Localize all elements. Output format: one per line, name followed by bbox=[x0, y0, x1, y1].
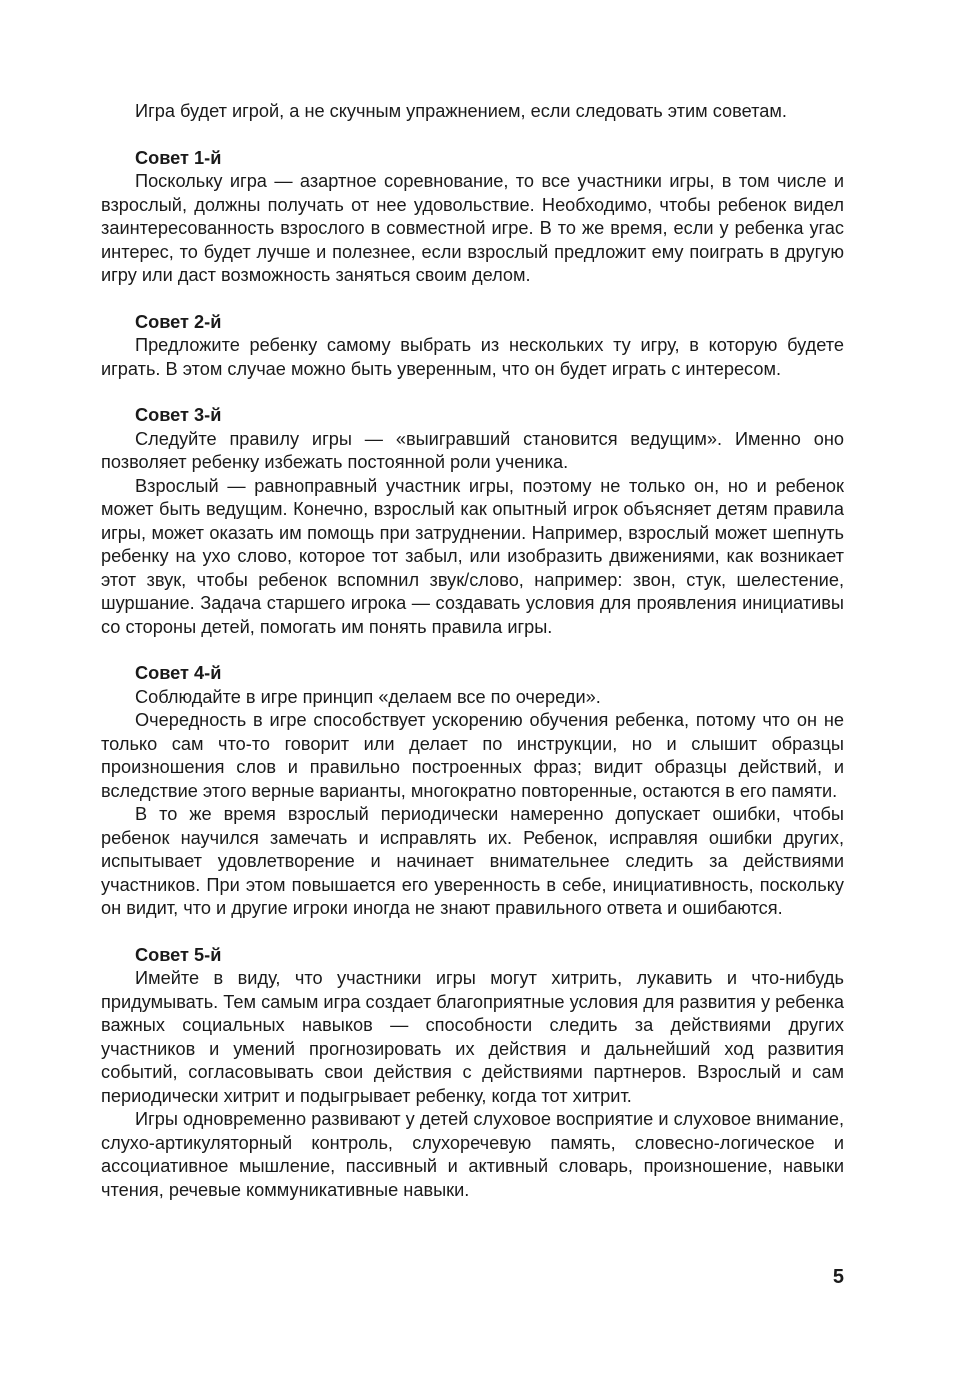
tip-5-paragraph-1: Имейте в виду, что участники игры могут хитрить, лукавить и что-нибудь придумывать. Тем самым игра создает благоприятные условия для развития у ребенка важных социальных навыков — способности следить за действиями других участников и умений прогнозировать их действия и дальнейший ход развития событий, согласовывать свои действия с действиями партнеров. Взрослый и сам периодически хитрит и подыгрывает ребенку, когда тот хитрит. bbox=[101, 968, 844, 1106]
tip-3 bbox=[101, 404, 844, 639]
page-number: 5 bbox=[832, 1266, 844, 1288]
tip-5 bbox=[101, 944, 844, 1203]
tip-2-paragraph-1: Предложите ребенку самому выбрать из нескольких ту игру, в которую будете играть. В этом случае можно быть уверенным, что он будет играть с интересом. bbox=[101, 335, 844, 379]
tip-4-paragraph-3: В то же время взрослый периодически намеренно допускает ошибки, чтобы ребенок научился замечать и исправлять их. Ребенок, исправляя ошибки других, испытывает удовлетворение и начинает внимательнее следить за действиями участников. При этом повышается его уверенность в себе, инициативность, поскольку он видит, что и другие игроки иногда не знают правильного ответа и ошибаются. bbox=[101, 804, 844, 918]
tip-4-paragraph-1: Соблюдайте в игре принцип «делаем все по очереди». bbox=[135, 686, 601, 707]
tip-1-paragraph-1: Поскольку игра — азартное соревнование, то все участники игры, в том числе и взрослый, должны получать от нее удовольствие. Необходимо, чтобы ребенок видел заинтересованность взрослого в совместной игре. В то же время, если у ребенка угас интерес, то будет лучше и полезнее, если взрослый предложит ему поиграть в другую игру или даст возможность заняться своим делом. bbox=[101, 171, 844, 285]
tip-3-paragraph-2: Взрослый — равноправный участник игры, поэтому не только он, но и ребенок может быть ведущим. Конечно, взрослый как опытный игрок объясняет детям правила игры, может оказать им помощь при затруднении. Например, взрослый может шепнуть ребенку на ухо слово, которое тот забыл, или изобразить движениями, как возникает этот звук, чтобы ребенок вспомнил звук/слово, например: звон, стук, шелестение, шуршание. Задача старшего игрока — создавать условия для проявления инициативы со стороны детей, помогать им понять правила игры. bbox=[101, 475, 844, 637]
tip-3-title: Совет 3-й bbox=[135, 405, 222, 425]
tip-4-paragraph-2: Очередность в игре способствует ускорению обучения ребенка, потому что он не только сам что-то говорит или делает по инструкции, но и слышит образцы произношения слов и правильно построенных фраз; видит образцы действий, и вследствие этого верные варианты, многократно повторенные, остаются в его памяти. bbox=[101, 710, 844, 801]
tip-4 bbox=[101, 662, 844, 921]
tip-1-title: Совет 1-й bbox=[135, 147, 222, 168]
tip-2-title: Совет 2-й bbox=[135, 311, 222, 332]
tip-5-title: Совет 5-й bbox=[135, 944, 222, 965]
page-body bbox=[101, 100, 844, 1202]
tip-5-paragraph-2: Игры одновременно развивают у детей слуховое восприятие и слуховое внимание, слухо-артикуляторный контроль, слухоречевую память, словесно-логическое и ассоциативное мышление, пассивный и активный словарь, произношение, навыки чтения, речевые коммуникативные навыки. bbox=[101, 1109, 844, 1200]
tip-1 bbox=[101, 147, 844, 288]
tip-3-paragraph-1: Следуйте правилу игры — «выигравший становится ведущим». Именно оно позволяет ребенку избежать постоянной роли ученика. bbox=[101, 428, 844, 472]
tip-2 bbox=[101, 311, 844, 382]
tip-4-title: Совет 4-й bbox=[135, 663, 222, 683]
intro-paragraph: Игра будет игрой, а не скучным упражнением, если следовать этим советам. bbox=[135, 101, 787, 121]
